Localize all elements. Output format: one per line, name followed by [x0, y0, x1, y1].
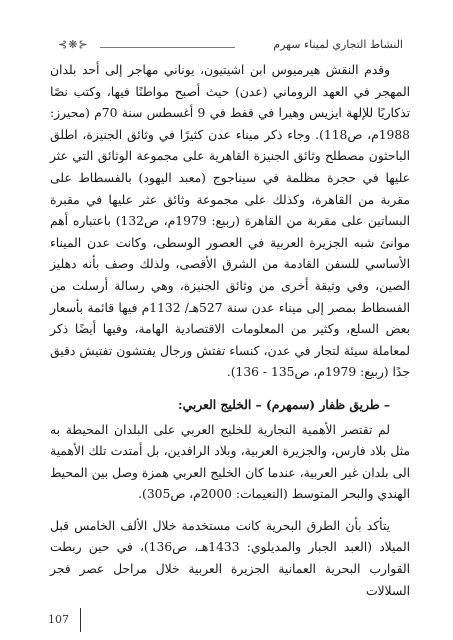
paragraph-sea-routes: يتأكد بأن الطرق البحرية كانت مستخدمة خلال الألف الخامس قبل الميلاد (العبد الجبار والمديلوي: 1433هـ، ص136)، في حين ربطت القوارب البحرية العمانية الجزيرة العربية خلال مراحل عصر فجر السلالات — [50, 518, 410, 598]
body-text — [50, 60, 410, 602]
running-header — [58, 36, 403, 58]
page-number: 107 — [48, 613, 69, 626]
ornament-icon: ⊰❋⊱ — [58, 38, 89, 51]
header-rule — [100, 47, 235, 48]
page-number-rule — [80, 608, 81, 632]
running-header-title: النشاط التجاري لميناء سهرم — [273, 38, 403, 51]
paragraph-aden-inscription: وقدم النقش هيرميوس ابن اشيتيون، يوناني مهاجر إلى أحد بلدان المهجر في العهد الروماني (عدن) حيث أصبح مواطنًا فيها، وكتب نصًا تذكاريًا للإلهة ايزيس وهيرا في قفط في 9 أغسطس سنة 70م (محيرز: 1988م، ص118). وجاء ذكر ميناء عدن كثيرًا في وثائق الجنيزة، اطلق الباحثون مصطلح وثائق الجنيزة القاهرية على مجموعة الوثائق التي عثر عليها في حجرة مظلمة في سيناجوج (معبد اليهود) بالفسطاط على مقربة من القاهرة، وكذلك على مجموعة وثائق عثر عليها في مقبرة البساتين على مقربة من القاهرة (ربيع: 1979م، ص132) باعتباره أهم موانئ شبه الجزيرة العربية في العصور الوسطى، وكانت عدن الميناء الأساسي للسفن القادمة من الشرق الأقصى، ولذلك وصف بأنه دهليز الصين، وفي وثيقة أخرى من وثائق الجنيزة، وهي رسالة أرسلت من الفسطاط بمصر إلى ميناء عدن سنة 527هـ/ 1132م فيها قائمة بأسعار بعض السلع، وكثير من المعلومات الاقتصادية الهامة، وفيها أيضًا ذكر لمعاملة سيئة لتجار في عدن، كنساء تفتش ورجال يفتشون تفتيش دقيق جدًا (ربيع: 1979م، ص135 - 136). — [50, 63, 411, 380]
section-heading-dhofar-gulf-route: – طريق ظفار (سمهرم) – الخليج العربي: — [178, 396, 390, 412]
paragraph-gulf-importance: لم تقتصر الأهمية التجارية للخليج العربي على البلدان المحيطة به مثل بلاد فارس، والجزيرة العربية، وبلاد الرافدين، بل أمتدت تلك الأهمية الى بلدان غير العربية، عندما كان الخليج العربي همزة وصل بين المحيط الهندي والبحر المتوسط (النعيمات: 2000م، ص305). — [50, 422, 410, 502]
